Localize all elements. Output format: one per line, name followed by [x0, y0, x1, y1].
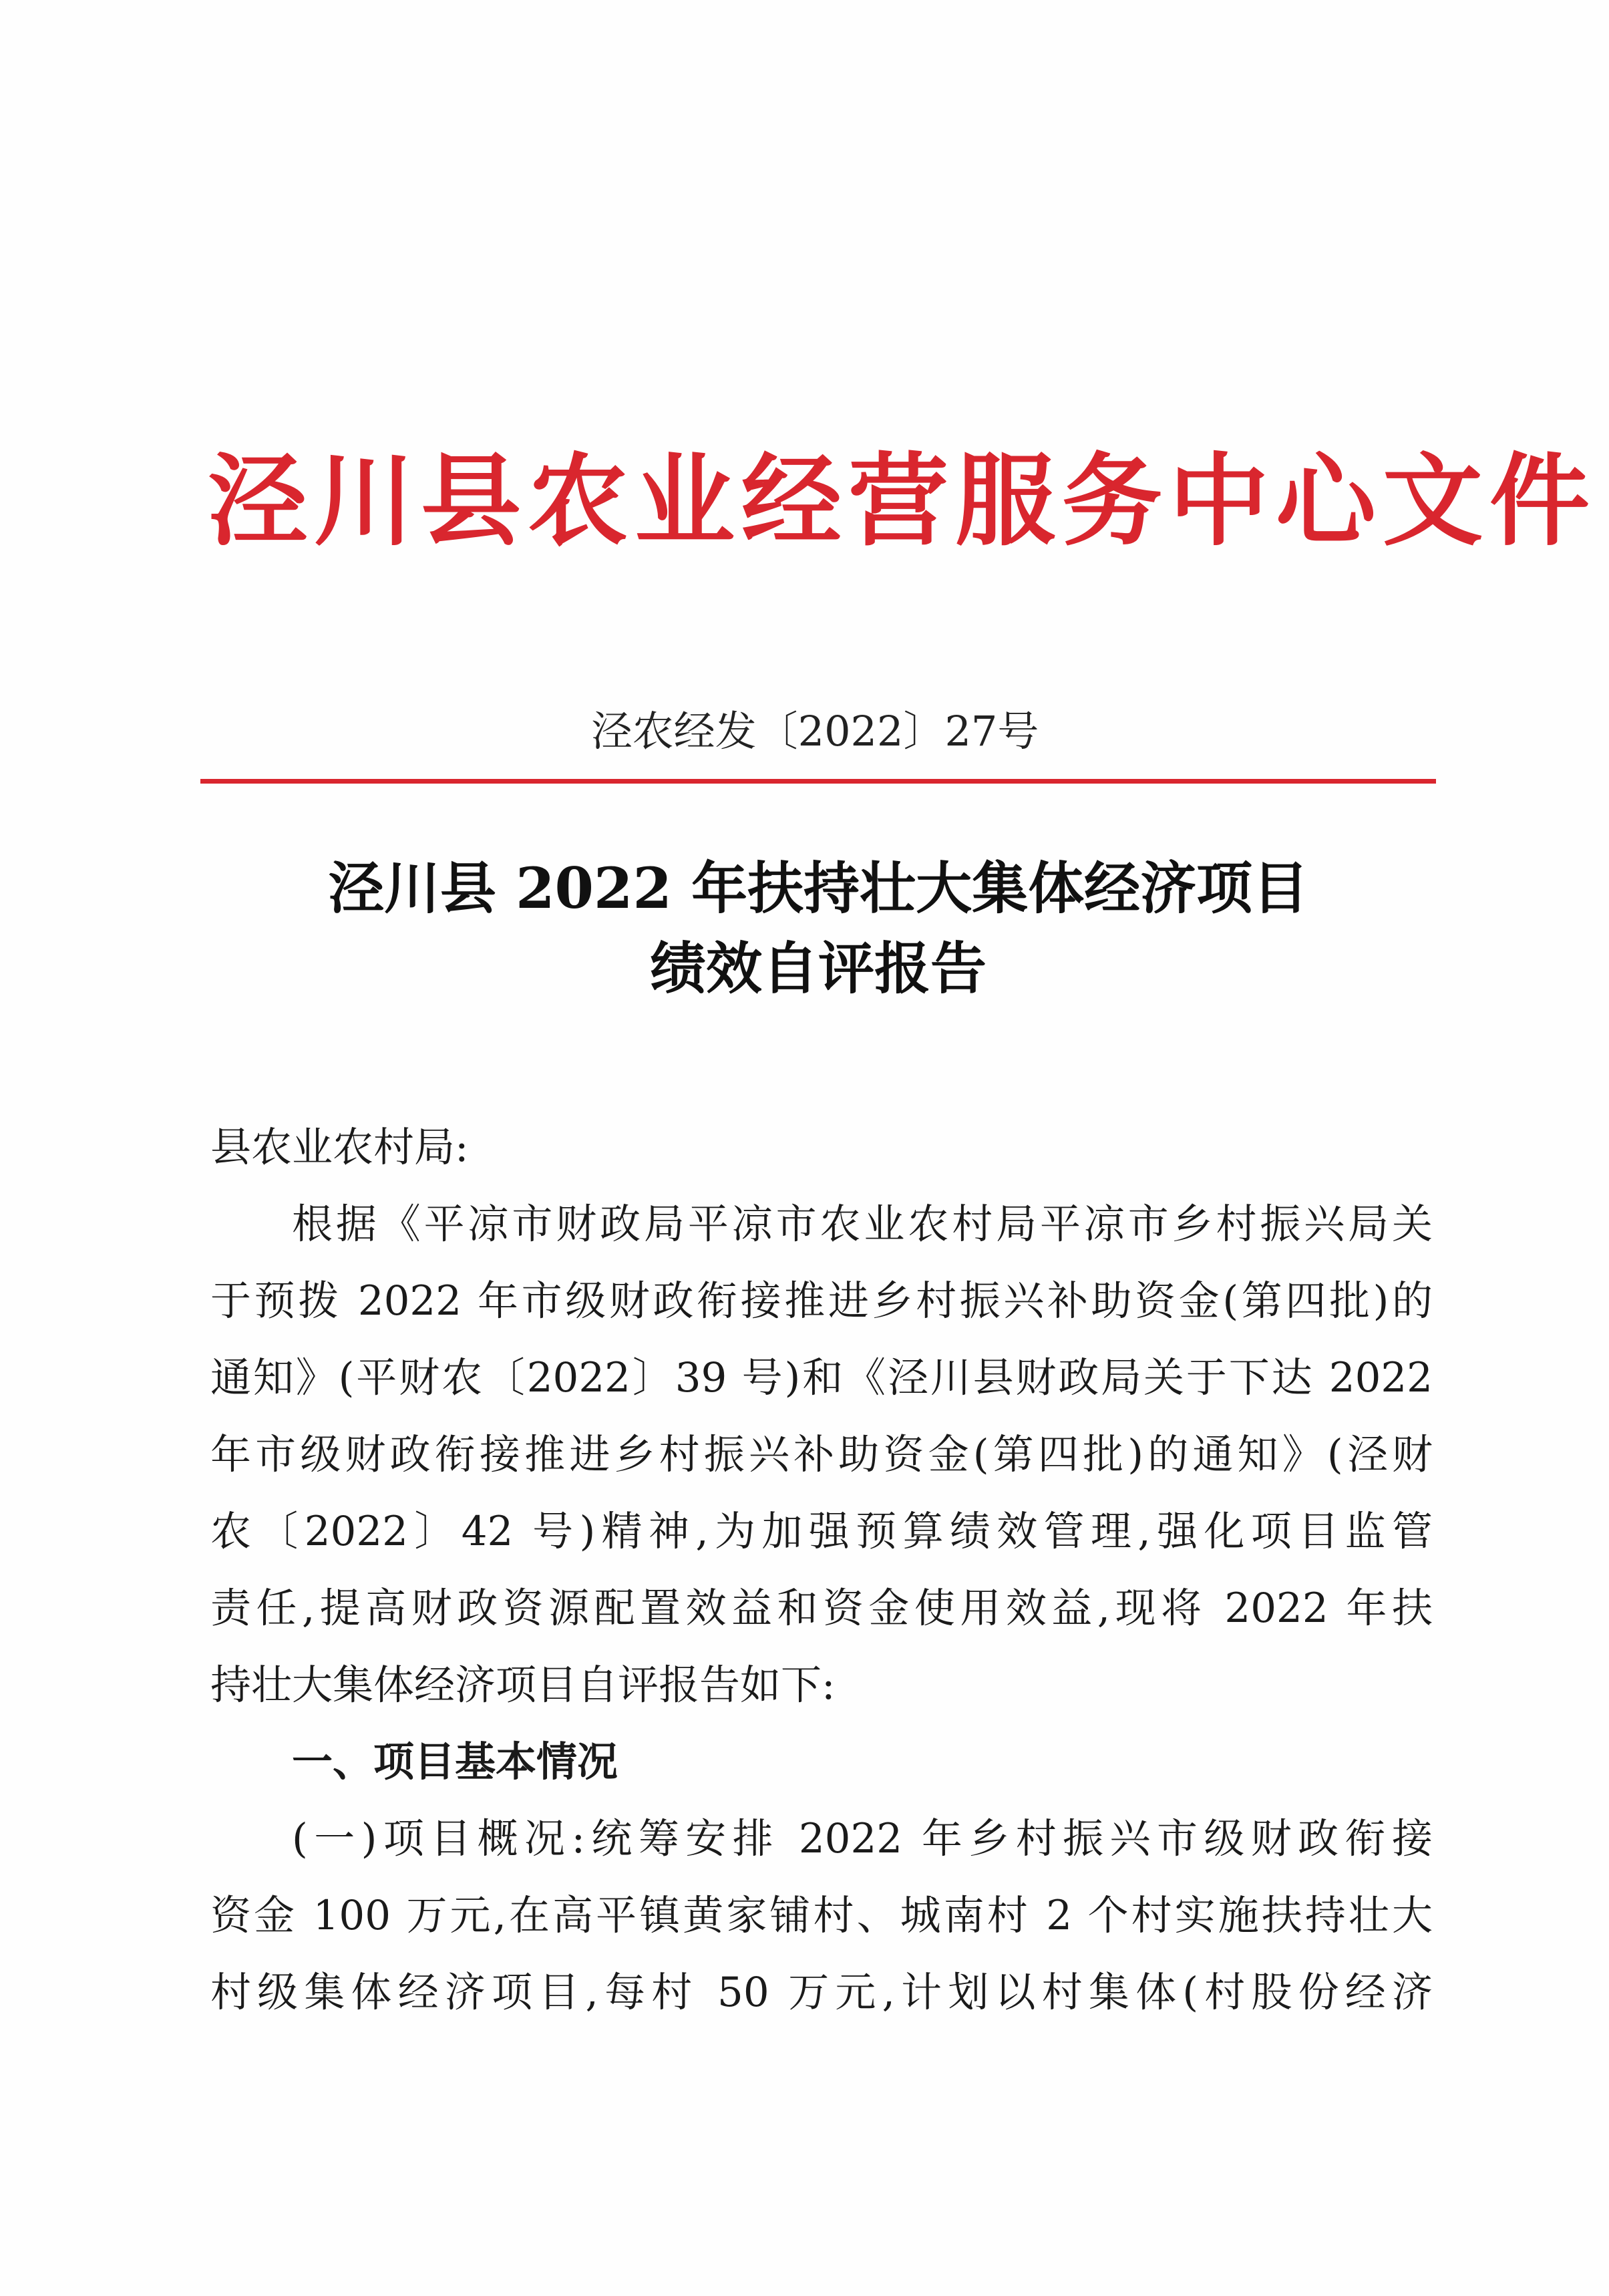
document-body — [210, 1109, 1433, 2031]
addressee: 县农业农村局: — [210, 1124, 469, 1171]
paragraph-line: 农〔2022〕42 号)精神,为加强预算绩效管理,强化项目监管 — [210, 1508, 1433, 1555]
document-number: 泾农经发〔2022〕27号 — [590, 707, 1039, 756]
paragraph-line: 责任,提高财政资源配置效益和资金使用效益,现将 2022 年扶 — [210, 1585, 1433, 1632]
paragraph-line: 资金 100 万元,在高平镇黄家铺村、城南村 2 个村实施扶持壮大 — [210, 1892, 1433, 1939]
report-title-line-2: 绩效自评报告 — [649, 935, 987, 1001]
organization-header-title: 泾川县农业经营服务中心文件 — [207, 442, 1597, 560]
paragraph-line: 于预拨 2022 年市级财政衔接推进乡村振兴补助资金(第四批)的 — [210, 1277, 1433, 1325]
paragraph-line: 年市级财政衔接推进乡村振兴补助资金(第四批)的通知》(泾财 — [210, 1431, 1433, 1478]
paragraph-line: 持壮大集体经济项目自评报告如下: — [210, 1661, 836, 1709]
paragraph-2 — [210, 1800, 1433, 2031]
paragraph-line: 通知》(平财农〔2022〕39 号)和《泾川县财政局关于下达 2022 — [210, 1354, 1433, 1402]
paragraph-line: (一)项目概况:统筹安排 2022 年乡村振兴市级财政衔接 — [292, 1815, 1433, 1862]
paragraph-1 — [210, 1186, 1433, 1724]
red-separator-line — [200, 779, 1436, 784]
section-heading: 一、项目基本情况 — [292, 1738, 618, 1786]
paragraph-line: 根据《平凉市财政局平凉市农业农村局平凉市乡村振兴局关 — [292, 1200, 1433, 1248]
paragraph-line: 村级集体经济项目,每村 50 万元,计划以村集体(村股份经济 — [210, 1969, 1433, 2016]
report-title — [200, 848, 1436, 1009]
report-title-line-1: 泾川县 2022 年扶持壮大集体经济项目 — [327, 855, 1309, 921]
